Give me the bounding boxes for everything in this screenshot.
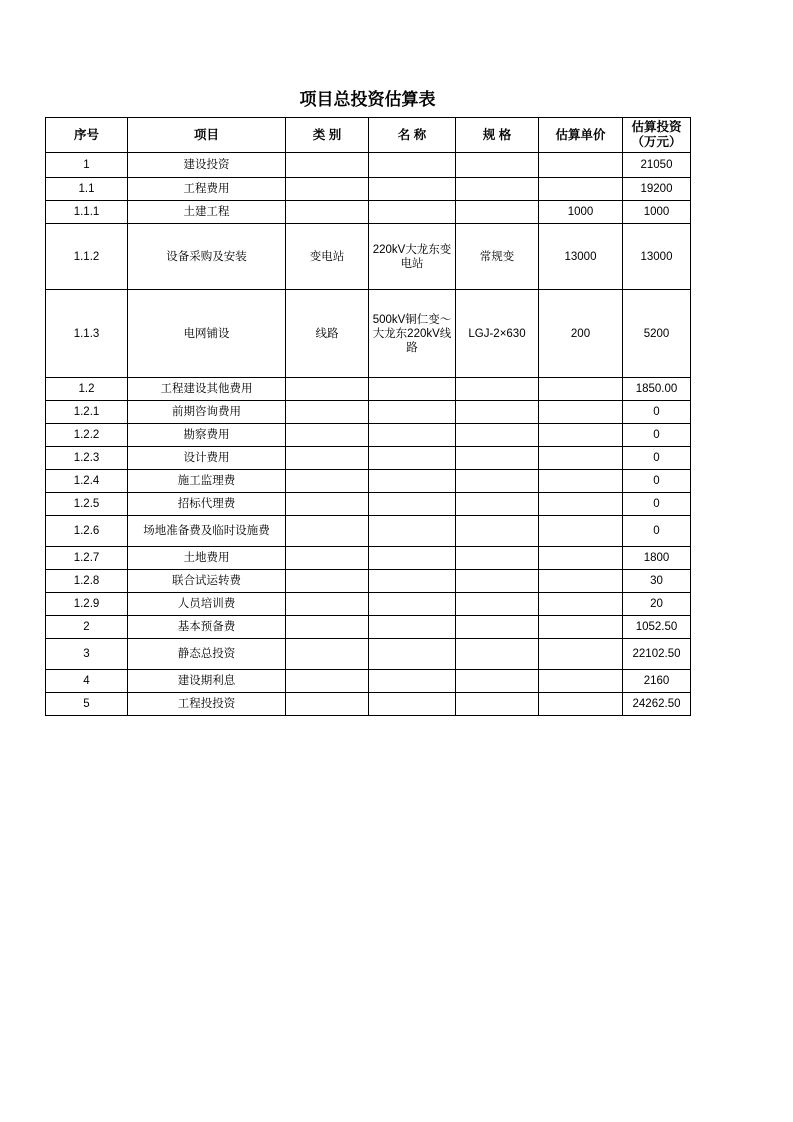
cell-spec[interactable] bbox=[456, 570, 539, 593]
cell-item[interactable]: 人员培训费 bbox=[128, 593, 286, 616]
cell-category[interactable] bbox=[286, 670, 369, 693]
cell-name[interactable] bbox=[369, 616, 456, 639]
cell-unit-price[interactable] bbox=[539, 693, 623, 716]
cell-item[interactable]: 设备采购及安装 bbox=[128, 224, 286, 290]
cell-spec[interactable] bbox=[456, 401, 539, 424]
column-header-investment-line2: （万元） bbox=[631, 135, 682, 149]
cell-no[interactable]: 1.2.8 bbox=[46, 570, 128, 593]
cell-spec[interactable] bbox=[456, 616, 539, 639]
cell-name[interactable] bbox=[369, 639, 456, 670]
page-title: 项目总投资估算表 bbox=[299, 90, 436, 109]
table-row bbox=[46, 201, 691, 224]
cell-investment[interactable]: 2160 bbox=[623, 670, 691, 693]
cell-item[interactable]: 设计费用 bbox=[128, 447, 286, 470]
cell-unit-price[interactable] bbox=[539, 424, 623, 447]
cell-item[interactable]: 建设期利息 bbox=[128, 670, 286, 693]
column-header-category: 类 别 bbox=[286, 118, 369, 153]
cell-investment[interactable]: 0 bbox=[623, 401, 691, 424]
cell-unit-price[interactable] bbox=[539, 153, 623, 178]
column-header-unit-price: 估算单价 bbox=[539, 118, 623, 153]
table-row bbox=[46, 153, 691, 178]
cell-spec[interactable] bbox=[456, 593, 539, 616]
cell-name[interactable] bbox=[369, 516, 456, 547]
cell-unit-price[interactable] bbox=[539, 639, 623, 670]
cell-name[interactable] bbox=[369, 447, 456, 470]
cell-name[interactable] bbox=[369, 493, 456, 516]
cell-item[interactable]: 工程费用 bbox=[128, 178, 286, 201]
cell-unit-price[interactable] bbox=[539, 401, 623, 424]
cell-no[interactable]: 2 bbox=[46, 616, 128, 639]
column-header-name: 名 称 bbox=[369, 118, 456, 153]
cell-category[interactable] bbox=[286, 178, 369, 201]
cell-no[interactable]: 1.2 bbox=[46, 378, 128, 401]
cell-name[interactable] bbox=[369, 593, 456, 616]
cell-investment[interactable]: 21050 bbox=[623, 153, 691, 178]
cell-category[interactable] bbox=[286, 153, 369, 178]
cell-no[interactable]: 1.2.1 bbox=[46, 401, 128, 424]
cell-spec[interactable] bbox=[456, 153, 539, 178]
cell-spec[interactable] bbox=[456, 693, 539, 716]
column-header-spec: 规 格 bbox=[456, 118, 539, 153]
cell-unit-price[interactable] bbox=[539, 516, 623, 547]
cell-item[interactable]: 土建工程 bbox=[128, 201, 286, 224]
table-row bbox=[46, 224, 691, 290]
table-row bbox=[46, 447, 691, 470]
cell-spec[interactable] bbox=[456, 670, 539, 693]
cell-name[interactable] bbox=[369, 401, 456, 424]
table-row bbox=[46, 547, 691, 570]
cell-category[interactable] bbox=[286, 493, 369, 516]
table-row bbox=[46, 290, 691, 378]
table-row bbox=[46, 593, 691, 616]
cell-unit-price[interactable]: 1000 bbox=[539, 201, 623, 224]
cell-name[interactable] bbox=[369, 547, 456, 570]
table-row bbox=[46, 493, 691, 516]
cell-spec[interactable] bbox=[456, 547, 539, 570]
cell-name[interactable] bbox=[369, 470, 456, 493]
cell-name[interactable] bbox=[369, 570, 456, 593]
cell-category[interactable] bbox=[286, 201, 369, 224]
table-row bbox=[46, 693, 691, 716]
cell-name[interactable] bbox=[369, 201, 456, 224]
table-row bbox=[46, 616, 691, 639]
cell-no[interactable]: 1.1.1 bbox=[46, 201, 128, 224]
table-row bbox=[46, 378, 691, 401]
cell-spec[interactable] bbox=[456, 424, 539, 447]
cell-name[interactable]: 500kV铜仁变～大龙东220kV线路 bbox=[369, 290, 456, 378]
cell-category[interactable] bbox=[286, 378, 369, 401]
cell-no[interactable]: 1.2.7 bbox=[46, 547, 128, 570]
table-row bbox=[46, 516, 691, 547]
cell-unit-price[interactable] bbox=[539, 593, 623, 616]
cell-unit-price[interactable] bbox=[539, 570, 623, 593]
cell-spec[interactable] bbox=[456, 493, 539, 516]
cell-item[interactable]: 土地费用 bbox=[128, 547, 286, 570]
cell-investment[interactable]: 0 bbox=[623, 424, 691, 447]
table-row bbox=[46, 424, 691, 447]
cell-investment[interactable]: 0 bbox=[623, 516, 691, 547]
investment-estimate-table bbox=[45, 117, 691, 716]
cell-category[interactable] bbox=[286, 693, 369, 716]
column-header-item: 项目 bbox=[128, 118, 286, 153]
cell-unit-price[interactable] bbox=[539, 493, 623, 516]
cell-unit-price[interactable] bbox=[539, 178, 623, 201]
table-row bbox=[46, 639, 691, 670]
cell-investment[interactable]: 22102.50 bbox=[623, 639, 691, 670]
table-row bbox=[46, 570, 691, 593]
cell-category[interactable] bbox=[286, 593, 369, 616]
cell-no[interactable]: 1.1.2 bbox=[46, 224, 128, 290]
cell-category[interactable] bbox=[286, 570, 369, 593]
cell-name[interactable] bbox=[369, 424, 456, 447]
column-header-investment-line1: 估算投资 bbox=[631, 120, 682, 134]
cell-name[interactable]: 220kV大龙东变电站 bbox=[369, 224, 456, 290]
cell-name[interactable] bbox=[369, 693, 456, 716]
cell-unit-price[interactable] bbox=[539, 616, 623, 639]
cell-spec[interactable] bbox=[456, 201, 539, 224]
cell-unit-price[interactable]: 200 bbox=[539, 290, 623, 378]
cell-category[interactable] bbox=[286, 424, 369, 447]
cell-unit-price[interactable] bbox=[539, 547, 623, 570]
cell-name[interactable] bbox=[369, 178, 456, 201]
cell-investment[interactable]: 1850.00 bbox=[623, 378, 691, 401]
cell-item[interactable]: 前期咨询费用 bbox=[128, 401, 286, 424]
cell-spec[interactable] bbox=[456, 378, 539, 401]
cell-investment[interactable]: 0 bbox=[623, 470, 691, 493]
cell-item[interactable]: 施工监理费 bbox=[128, 470, 286, 493]
cell-item[interactable]: 联合试运转费 bbox=[128, 570, 286, 593]
cell-investment[interactable]: 24262.50 bbox=[623, 693, 691, 716]
cell-investment[interactable]: 1800 bbox=[623, 547, 691, 570]
cell-no[interactable]: 4 bbox=[46, 670, 128, 693]
cell-spec[interactable] bbox=[456, 447, 539, 470]
cell-unit-price[interactable] bbox=[539, 447, 623, 470]
cell-spec[interactable] bbox=[456, 639, 539, 670]
cell-name[interactable] bbox=[369, 153, 456, 178]
cell-category[interactable]: 变电站 bbox=[286, 224, 369, 290]
cell-category[interactable] bbox=[286, 470, 369, 493]
table-row bbox=[46, 401, 691, 424]
table-body bbox=[46, 153, 691, 716]
cell-investment[interactable]: 5200 bbox=[623, 290, 691, 378]
cell-investment[interactable]: 1052.50 bbox=[623, 616, 691, 639]
cell-investment[interactable]: 1000 bbox=[623, 201, 691, 224]
cell-spec[interactable] bbox=[456, 516, 539, 547]
cell-investment[interactable]: 19200 bbox=[623, 178, 691, 201]
cell-unit-price[interactable] bbox=[539, 470, 623, 493]
cell-category[interactable] bbox=[286, 516, 369, 547]
cell-investment[interactable]: 13000 bbox=[623, 224, 691, 290]
cell-investment[interactable]: 20 bbox=[623, 593, 691, 616]
cell-unit-price[interactable] bbox=[539, 378, 623, 401]
cell-name[interactable] bbox=[369, 378, 456, 401]
cell-item[interactable]: 电网铺设 bbox=[128, 290, 286, 378]
cell-no[interactable]: 1.2.3 bbox=[46, 447, 128, 470]
cell-investment[interactable]: 0 bbox=[623, 493, 691, 516]
cell-no[interactable]: 1.2.2 bbox=[46, 424, 128, 447]
cell-category[interactable] bbox=[286, 401, 369, 424]
cell-item[interactable]: 场地准备费及临时设施费 bbox=[128, 516, 286, 547]
cell-category[interactable]: 线路 bbox=[286, 290, 369, 378]
column-header-investment bbox=[623, 118, 691, 153]
cell-no[interactable]: 5 bbox=[46, 693, 128, 716]
cell-no[interactable]: 1.2.5 bbox=[46, 493, 128, 516]
header-row bbox=[46, 118, 691, 153]
cell-item[interactable]: 建设投资 bbox=[128, 153, 286, 178]
cell-category[interactable] bbox=[286, 616, 369, 639]
cell-category[interactable] bbox=[286, 639, 369, 670]
cell-no[interactable]: 1.1.3 bbox=[46, 290, 128, 378]
cell-no[interactable]: 1.2.6 bbox=[46, 516, 128, 547]
cell-item[interactable]: 静态总投资 bbox=[128, 639, 286, 670]
cell-item[interactable]: 基本预备费 bbox=[128, 616, 286, 639]
cell-spec[interactable] bbox=[456, 178, 539, 201]
cell-investment[interactable]: 0 bbox=[623, 447, 691, 470]
cell-item[interactable]: 工程建设其他费用 bbox=[128, 378, 286, 401]
cell-no[interactable]: 3 bbox=[46, 639, 128, 670]
cell-category[interactable] bbox=[286, 447, 369, 470]
cell-name[interactable] bbox=[369, 670, 456, 693]
table-row bbox=[46, 670, 691, 693]
cell-unit-price[interactable]: 13000 bbox=[539, 224, 623, 290]
table-row bbox=[46, 178, 691, 201]
cell-spec[interactable] bbox=[456, 470, 539, 493]
table-row bbox=[46, 470, 691, 493]
cell-no[interactable]: 1.2.9 bbox=[46, 593, 128, 616]
cell-investment[interactable]: 30 bbox=[623, 570, 691, 593]
cell-item[interactable]: 工程投投资 bbox=[128, 693, 286, 716]
cell-unit-price[interactable] bbox=[539, 670, 623, 693]
cell-category[interactable] bbox=[286, 547, 369, 570]
cell-no[interactable]: 1 bbox=[46, 153, 128, 178]
cell-spec[interactable]: 常规变 bbox=[456, 224, 539, 290]
cell-spec[interactable]: LGJ-2×630 bbox=[456, 290, 539, 378]
cell-no[interactable]: 1.1 bbox=[46, 178, 128, 201]
cell-no[interactable]: 1.2.4 bbox=[46, 470, 128, 493]
table-header bbox=[46, 118, 691, 153]
column-header-no: 序号 bbox=[46, 118, 128, 153]
cell-item[interactable]: 招标代理费 bbox=[128, 493, 286, 516]
cell-item[interactable]: 勘察费用 bbox=[128, 424, 286, 447]
